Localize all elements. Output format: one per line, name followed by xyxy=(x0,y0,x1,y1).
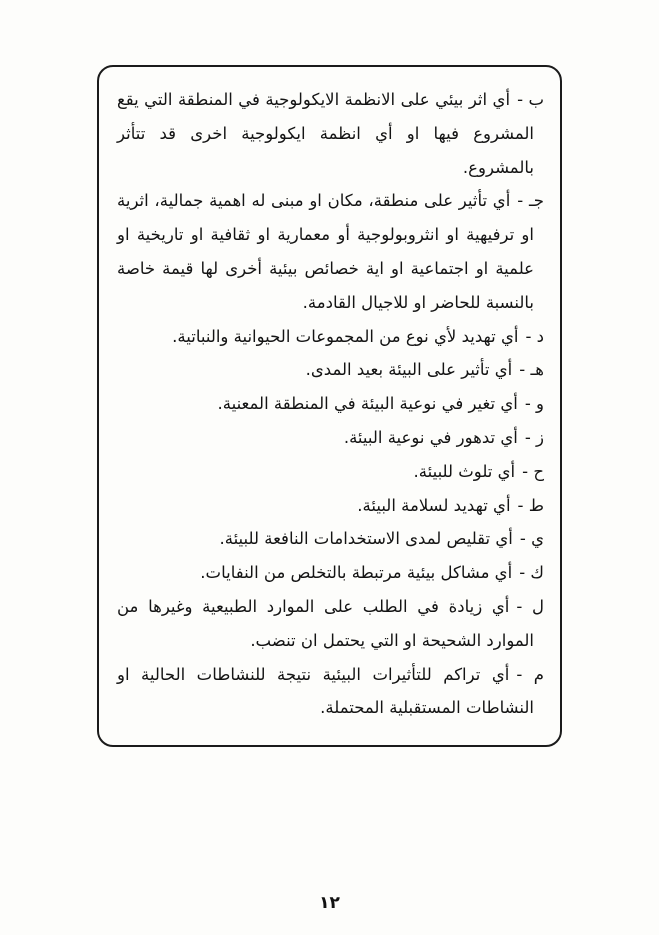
list-item-lam xyxy=(117,590,544,658)
list-item-zay xyxy=(117,421,544,455)
item-text: أي زيادة في الطلب على الموارد الطبيعية وغيرها من الموارد الشحيحة او التي يحتمل ان تنضب. xyxy=(117,596,534,650)
item-text: أي تغير في نوعية البيئة في المنطقة المعنية. xyxy=(217,394,518,414)
item-text: أي تلوث للبيئة. xyxy=(413,461,516,481)
list-item-hha xyxy=(117,455,544,489)
item-text: أي تقليص لمدى الاستخدامات النافعة للبيئة. xyxy=(219,529,513,549)
list-item-mim xyxy=(117,658,544,726)
item-marker: ز - xyxy=(524,427,544,447)
text-border-frame xyxy=(97,65,562,747)
item-text: أي تراكم للتأثيرات البيئية نتيجة للنشاطات الحالية او النشاطات المستقبلية المحتملة. xyxy=(117,664,534,718)
item-marker: ي - xyxy=(519,529,544,549)
clauses-list xyxy=(117,83,544,725)
item-marker: هـ - xyxy=(519,360,544,380)
item-text: أي تأثير على البيئة بعيد المدى. xyxy=(305,360,513,380)
item-marker: و - xyxy=(524,394,544,414)
list-item-ha xyxy=(117,353,544,387)
list-item-waw xyxy=(117,387,544,421)
list-item-dal xyxy=(117,320,544,354)
list-item-ya xyxy=(117,522,544,556)
item-marker: جـ - xyxy=(517,191,545,211)
item-text: أي تهديد لسلامة البيئة. xyxy=(357,495,511,515)
item-text: أي تأثير على منطقة، مكان او مبنى له اهمية جمالية، اثرية او ترفيهية او انثروبولوجية أو معمارية او ثقافية او تاريخية او علمية او اجتماعية او اية خصائص بيئية أخرى لها قيمة خاصة بالنسبة للحاضر او للاجيال القادمة. xyxy=(117,191,534,312)
list-item-tta xyxy=(117,489,544,523)
item-text: أي تدهور في نوعية البيئة. xyxy=(343,427,518,447)
item-marker: ح - xyxy=(522,461,544,481)
list-item-jim xyxy=(117,184,544,319)
item-marker: ك - xyxy=(519,563,544,583)
list-item-b xyxy=(117,83,544,184)
item-marker: ل - xyxy=(516,596,545,616)
item-marker: م - xyxy=(516,664,544,684)
item-text: أي تهديد لأي نوع من المجموعات الحيوانية والنباتية. xyxy=(172,326,519,346)
page-number: ١٢ xyxy=(319,893,340,913)
list-item-kaf xyxy=(117,556,544,590)
item-marker: ب - xyxy=(517,90,544,109)
item-marker: د - xyxy=(525,326,544,346)
item-text: أي مشاكل بيئية مرتبطة بالتخلص من النفايات. xyxy=(200,563,513,583)
item-marker: ط - xyxy=(517,495,544,515)
item-text: أي اثر بيئي على الانظمة الايكولوجية في المنطقة التي يقع المشروع فيها او أي انظمة ايكولوجية اخرى قد تتأثر بالمشروع. xyxy=(117,90,534,177)
